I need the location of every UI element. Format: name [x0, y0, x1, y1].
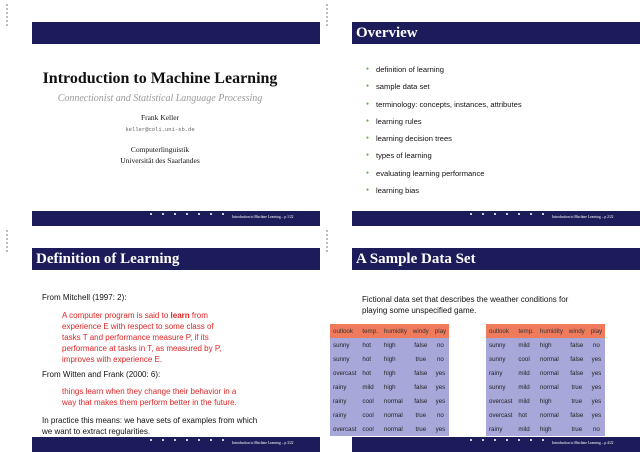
table-cell: yes [588, 380, 605, 394]
data-set-description [362, 294, 622, 316]
university: Universität des Saarlandes [120, 156, 200, 165]
column-header: play [588, 324, 605, 338]
nav-dot [482, 439, 484, 441]
nav-dot [6, 4, 8, 6]
table-cell: high [537, 422, 566, 436]
footer-text: Introduction to Machine Learning – p.2/22 [552, 215, 614, 219]
table-cell: sunny [330, 338, 359, 352]
quote-mitchell [62, 310, 302, 365]
department: Computerlinguistik [130, 145, 190, 154]
quote-line: performance at tasks in T, as measured by P, [62, 344, 222, 353]
table-cell: normal [537, 408, 566, 422]
table-cell: overcast [330, 366, 359, 380]
table-cell: rainy [486, 422, 515, 436]
header-bar [32, 22, 320, 44]
author-email: keller@coli.uni-sb.de [125, 126, 195, 133]
table-cell: no [432, 338, 449, 352]
table-cell: true [566, 380, 588, 394]
nav-dot [222, 213, 224, 215]
table-cell: yes [432, 394, 449, 408]
list-item: ● learning decision trees [368, 130, 522, 147]
table-cell: mild [515, 422, 536, 436]
table-cell: cool [515, 352, 536, 366]
nav-dot [6, 12, 8, 14]
table-cell: rainy [486, 366, 515, 380]
table-cell: high [537, 394, 566, 408]
presentation-subtitle: Connectionist and Statistical Language Processing [57, 93, 263, 104]
nav-dot [6, 16, 8, 18]
table-row [330, 366, 449, 380]
overview-list [368, 61, 522, 199]
table-cell: normal [537, 366, 566, 380]
table-cell: false [410, 394, 432, 408]
table-cell: true [566, 422, 588, 436]
slide-4 [320, 226, 640, 452]
table-row [330, 338, 449, 352]
nav-dot [326, 24, 328, 26]
table-cell: yes [588, 366, 605, 380]
column-header: outlook [486, 324, 515, 338]
table-cell: normal [381, 408, 410, 422]
list-item: ● terminology: concepts, instances, attributes [368, 96, 522, 113]
table-row [486, 338, 605, 352]
nav-dot [506, 213, 508, 215]
quote-line: tasks T and performance measure P, if its [62, 333, 209, 342]
presentation-title: Introduction to Machine Learning [42, 70, 278, 87]
nav-dot [150, 439, 152, 441]
column-header: humidity [537, 324, 566, 338]
quote-text: A computer program is said to [62, 311, 169, 320]
table-cell: high [381, 380, 410, 394]
quote-witten [62, 386, 312, 408]
nav-dot [186, 439, 188, 441]
nav-dot [530, 213, 532, 215]
table-row [486, 352, 605, 366]
table-cell: yes [588, 394, 605, 408]
table-cell: overcast [486, 394, 515, 408]
table-row [486, 408, 605, 422]
table-row [330, 408, 449, 422]
nav-dot [326, 230, 328, 232]
table-row [486, 380, 605, 394]
list-item: ● evaluating learning performance [368, 165, 522, 182]
author-name: Frank Keller [140, 113, 180, 122]
table-cell: yes [432, 366, 449, 380]
weather-table-right [486, 324, 605, 436]
table-cell: no [432, 352, 449, 366]
table-cell: mild [515, 366, 536, 380]
quote-line: way that makes them perform better in the future. [62, 398, 237, 407]
table-cell: false [566, 338, 588, 352]
table-row [486, 366, 605, 380]
table-cell: normal [381, 422, 410, 436]
nav-dot [506, 439, 508, 441]
column-header: outlook [330, 324, 359, 338]
nav-dot [470, 439, 472, 441]
table-cell: yes [588, 352, 605, 366]
table-cell: mild [515, 380, 536, 394]
column-header: temp. [359, 324, 380, 338]
table-cell: yes [432, 422, 449, 436]
table-cell: sunny [330, 352, 359, 366]
table-cell: true [410, 422, 432, 436]
description-line: Fictional data set that describes the weather conditions for [362, 295, 569, 304]
table-cell: false [566, 408, 588, 422]
nav-dot [174, 213, 176, 215]
nav-dot [470, 213, 472, 215]
nav-dot [210, 439, 212, 441]
nav-dot [494, 213, 496, 215]
table-cell: no [432, 408, 449, 422]
nav-dot [6, 246, 8, 248]
nav-dot [494, 439, 496, 441]
table-cell: false [410, 366, 432, 380]
nav-dot [326, 12, 328, 14]
table-cell: yes [432, 380, 449, 394]
slide-1 [0, 0, 320, 226]
table-cell: mild [359, 380, 380, 394]
nav-dot [326, 242, 328, 244]
quote-line: experience E with respect to some class of [62, 322, 214, 331]
table-cell: overcast [330, 422, 359, 436]
column-header: humidity [381, 324, 410, 338]
table-row [330, 422, 449, 436]
nav-dot [326, 8, 328, 10]
table-cell: hot [359, 352, 380, 366]
slide-3 [0, 226, 320, 452]
list-item: ● learning bias [368, 182, 522, 199]
table-cell: false [566, 352, 588, 366]
table-cell: hot [359, 366, 380, 380]
nav-dot [6, 24, 8, 26]
table-cell: mild [515, 394, 536, 408]
nav-dot [210, 213, 212, 215]
table-row [330, 380, 449, 394]
list-item: ● definition of learning [368, 61, 522, 78]
nav-dot [6, 234, 8, 236]
footer-text: Introduction to Machine Learning – p.3/22 [232, 441, 294, 445]
nav-dot [326, 16, 328, 18]
nav-dot [6, 250, 8, 252]
list-item: ● types of learning [368, 147, 522, 164]
nav-dot [518, 213, 520, 215]
nav-dot [326, 250, 328, 252]
table-cell: normal [537, 352, 566, 366]
nav-dot [326, 20, 328, 22]
table-cell: mild [515, 338, 536, 352]
nav-dot [162, 213, 164, 215]
quote-text: from [191, 311, 208, 320]
nav-dot [222, 439, 224, 441]
table-row [330, 394, 449, 408]
nav-dot [6, 8, 8, 10]
nav-dot [326, 234, 328, 236]
nav-dot [326, 4, 328, 6]
table-cell: false [410, 338, 432, 352]
table-cell: cool [359, 422, 380, 436]
nav-dot [6, 20, 8, 22]
table-cell: true [566, 394, 588, 408]
quote-emphasis: learn [170, 311, 190, 320]
weather-table-left [330, 324, 449, 436]
table-cell: no [588, 422, 605, 436]
slide-title: Overview [356, 25, 418, 41]
nav-dot [174, 439, 176, 441]
table-row [486, 394, 605, 408]
table-cell: sunny [486, 352, 515, 366]
column-header: temp. [515, 324, 536, 338]
list-item: ● learning rules [368, 113, 522, 130]
nav-dot [198, 213, 200, 215]
nav-dot [6, 238, 8, 240]
slide-2 [320, 0, 640, 226]
table-cell: false [566, 366, 588, 380]
note-line: we want to extract regularities. [42, 427, 151, 436]
nav-dot [326, 246, 328, 248]
citation-mitchell: From Mitchell (1997: 2): [42, 293, 127, 302]
table-cell: hot [359, 338, 380, 352]
quote-line: improves with experience E. [62, 355, 163, 364]
table-cell: hot [515, 408, 536, 422]
table-cell: cool [359, 408, 380, 422]
nav-dot [186, 213, 188, 215]
slide-title: A Sample Data Set [356, 251, 476, 267]
nav-dot [162, 439, 164, 441]
table-cell: normal [537, 380, 566, 394]
nav-dot [6, 242, 8, 244]
slide-title: Definition of Learning [36, 251, 180, 267]
note-line: In practice this means: we have sets of examples from which [42, 416, 258, 425]
table-cell: overcast [486, 408, 515, 422]
column-header: windy [410, 324, 432, 338]
footer-text: Introduction to Machine Learning – p.1/22 [232, 215, 294, 219]
nav-dot [150, 213, 152, 215]
nav-dot [542, 439, 544, 441]
table-cell: sunny [486, 338, 515, 352]
table-cell: normal [381, 394, 410, 408]
practice-note [42, 415, 312, 437]
table-header-row [330, 324, 449, 338]
table-cell: true [410, 352, 432, 366]
table-cell: yes [588, 408, 605, 422]
nav-dot [198, 439, 200, 441]
table-cell: no [588, 338, 605, 352]
nav-dot [518, 439, 520, 441]
table-cell: rainy [330, 380, 359, 394]
table-cell: high [381, 352, 410, 366]
table-row [486, 422, 605, 436]
table-cell: high [381, 366, 410, 380]
nav-dot [530, 439, 532, 441]
table-cell: high [381, 338, 410, 352]
description-line: playing some unspecified game. [362, 306, 477, 315]
table-cell: rainy [330, 394, 359, 408]
table-cell: false [410, 380, 432, 394]
nav-dot [542, 213, 544, 215]
table-cell: sunny [486, 380, 515, 394]
table-cell: true [410, 408, 432, 422]
nav-dot [326, 238, 328, 240]
table-header-row [486, 324, 605, 338]
quote-line: things learn when they change their behavior in a [62, 387, 237, 396]
table-row [330, 352, 449, 366]
list-item: ● sample data set [368, 78, 522, 95]
nav-dot [6, 230, 8, 232]
citation-witten: From Witten and Frank (2000: 6): [42, 370, 161, 379]
nav-dot [482, 213, 484, 215]
column-header: windy [566, 324, 588, 338]
column-header: play [432, 324, 449, 338]
table-cell: cool [359, 394, 380, 408]
table-cell: high [537, 338, 566, 352]
table-cell: rainy [330, 408, 359, 422]
footer-text: Introduction to Machine Learning – p.4/22 [552, 441, 614, 445]
